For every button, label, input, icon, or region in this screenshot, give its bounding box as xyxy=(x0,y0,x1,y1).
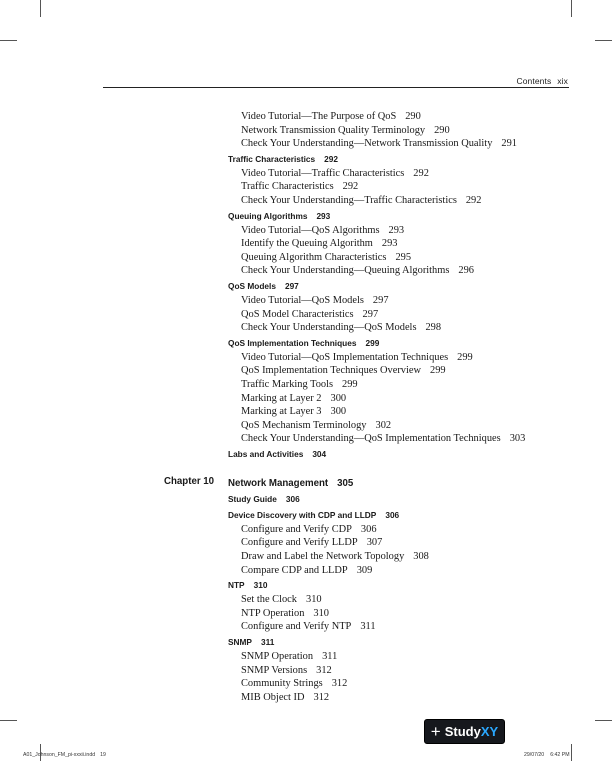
toc-topic-entry xyxy=(228,620,598,634)
crop-mark xyxy=(40,0,41,17)
toc-page-number: 297 xyxy=(372,294,389,306)
toc-page-number: 296 xyxy=(458,265,474,277)
toc-entry-title: Check Your Understanding—Network Transmission Quality xyxy=(241,138,493,150)
toc-page-number: 304 xyxy=(312,448,327,459)
toc-topic-entry xyxy=(228,405,598,419)
toc-topic-entry xyxy=(228,351,598,365)
toc-entry-title: Marking at Layer 2 xyxy=(241,392,322,404)
toc-entry-title: Video Tutorial—QoS Implementation Techniques xyxy=(241,351,449,363)
badge-text: StudyXY xyxy=(444,724,499,739)
toc-page-number: 299 xyxy=(365,337,380,348)
running-head-title: Contents xyxy=(516,76,552,86)
toc-topic-entry xyxy=(228,194,598,208)
toc-entry-title: Network Transmission Quality Terminology xyxy=(241,124,426,136)
toc-page-number: 311 xyxy=(360,621,376,633)
toc-topic-entry xyxy=(228,677,598,691)
toc-topic-entry xyxy=(228,294,598,308)
toc-section-entry xyxy=(228,151,598,167)
toc-topic-entry xyxy=(228,167,598,181)
crop-mark xyxy=(595,720,612,721)
toc-topic-entry xyxy=(228,564,598,578)
toc-page-number: 306 xyxy=(285,493,300,504)
toc-topic-entry xyxy=(228,378,598,392)
toc-entry-title: MIB Object ID xyxy=(241,691,305,703)
toc-entry-title: Traffic Marking Tools xyxy=(241,378,334,390)
toc-entry-title: QoS Model Characteristics xyxy=(241,308,354,320)
toc-page-number: 290 xyxy=(405,111,421,122)
toc-page-number: 302 xyxy=(375,419,392,431)
toc-page-number: 309 xyxy=(356,564,373,576)
toc-topic-entry xyxy=(228,364,598,378)
toc-page-number: 312 xyxy=(313,691,330,703)
toc-entry-title: Check Your Understanding—QoS Models xyxy=(241,322,417,334)
toc-topic-entry xyxy=(228,124,598,138)
crop-mark xyxy=(0,40,17,41)
toc-topic-entry xyxy=(228,419,598,433)
toc-entry-title: SNMP Versions xyxy=(241,664,308,676)
toc-page-number: 311 xyxy=(260,637,275,648)
toc-page-number: 298 xyxy=(425,322,442,334)
toc-entry-title: NTP xyxy=(228,580,245,591)
toc-entry-title: QoS Mechanism Terminology xyxy=(241,419,367,431)
toc-entry-title: Traffic Characteristics xyxy=(228,153,316,164)
toc-page-number: 312 xyxy=(331,678,348,690)
toc-topic-entry xyxy=(228,523,598,537)
toc-page-number: 312 xyxy=(316,664,332,676)
toc-entry-title: SNMP Operation xyxy=(241,651,314,663)
toc-entry-title: Video Tutorial—The Purpose of QoS xyxy=(241,111,397,122)
toc-entry-title: Labs and Activities xyxy=(228,448,304,459)
toc-page-number: 310 xyxy=(306,594,322,606)
toc-topic-entry xyxy=(228,550,598,564)
crop-mark xyxy=(571,0,572,17)
chapter-title: Network Management xyxy=(228,477,329,489)
toc-entry-title: SNMP xyxy=(228,637,252,648)
slug-file-info xyxy=(23,752,106,758)
toc-entry-title: Configure and Verify CDP xyxy=(241,523,352,535)
toc-section-entry xyxy=(228,335,598,351)
toc-page-number: 291 xyxy=(501,138,517,150)
toc-page-number: 295 xyxy=(395,251,412,263)
running-head xyxy=(516,76,568,86)
slug-time: 6:42 PM xyxy=(550,752,570,758)
toc-section-entry xyxy=(228,577,598,593)
toc-entry-title: NTP Operation xyxy=(241,607,305,619)
toc-entry-title: Configure and Verify LLDP xyxy=(241,537,358,549)
toc-entry-title: Video Tutorial—Traffic Characteristics xyxy=(241,167,405,179)
toc-entry-title: QoS Models xyxy=(228,280,276,291)
toc-page-number: 293 xyxy=(316,210,331,221)
toc-page-number: 297 xyxy=(362,308,379,320)
toc-topic-entry xyxy=(228,237,598,251)
toc-entry-title: Community Strings xyxy=(241,678,323,690)
toc-topic-entry xyxy=(228,691,598,705)
toc-page-number: 292 xyxy=(413,167,429,179)
crop-mark xyxy=(595,40,612,41)
toc-entry-title: Set the Clock xyxy=(241,594,297,606)
toc-entry-title: Queuing Algorithm Characteristics xyxy=(241,251,387,263)
toc-entry-title: Draw and Label the Network Topology xyxy=(241,551,405,563)
toc-topic-entry xyxy=(228,607,598,621)
chapter-label: Chapter 10 xyxy=(164,475,215,487)
toc-topic-entry xyxy=(228,308,598,322)
header-rule xyxy=(103,87,569,88)
toc-page-number: 292 xyxy=(342,181,359,193)
toc-entry-title: Check Your Understanding—Traffic Characteristics xyxy=(241,194,457,206)
toc-section-entry xyxy=(228,507,598,523)
toc-page-number: 299 xyxy=(430,365,446,377)
toc-topic-entry xyxy=(228,180,598,194)
toc-entry-title: QoS Implementation Techniques xyxy=(228,337,357,348)
toc-entry-title: Compare CDP and LLDP xyxy=(241,564,348,576)
toc-page-number: 292 xyxy=(324,153,339,164)
crop-mark xyxy=(0,720,17,721)
slug-page: 19 xyxy=(100,752,106,758)
toc-page-number: 299 xyxy=(342,378,358,390)
toc-entry-title: Video Tutorial—QoS Models xyxy=(241,294,364,306)
studyxy-badge[interactable] xyxy=(424,719,505,744)
toc-page-number: 300 xyxy=(330,392,347,404)
toc-topic-entry xyxy=(228,392,598,406)
toc-topic-entry xyxy=(228,251,598,265)
toc-page-number: 310 xyxy=(253,580,268,591)
toc-entry-title: Marking at Layer 3 xyxy=(241,406,322,418)
toc-page-number: 306 xyxy=(360,523,377,535)
toc-page-number: 292 xyxy=(465,194,482,206)
toc-section-entry xyxy=(228,278,598,294)
toc-entry-title: Configure and Verify NTP xyxy=(241,621,352,633)
toc-entry-title: Check Your Understanding—Queuing Algorithms xyxy=(241,265,450,277)
toc-entry-title: Device Discovery with CDP and LLDP xyxy=(228,509,377,520)
toc-page-number: 306 xyxy=(385,509,400,520)
toc-page-number: 293 xyxy=(381,238,398,250)
toc-chapter-entry xyxy=(164,473,598,491)
toc-page-number: 300 xyxy=(330,406,347,418)
toc-section-entry xyxy=(228,446,598,462)
toc-page-number: 308 xyxy=(413,551,429,563)
toc-entry-title: Study Guide xyxy=(228,493,277,504)
toc-topic-entry xyxy=(228,137,598,151)
toc-topic-entry xyxy=(228,224,598,238)
table-of-contents xyxy=(164,110,598,704)
toc-entry-title: Queuing Algorithms xyxy=(228,210,308,221)
toc-topic-entry xyxy=(228,264,598,278)
toc-section-entry xyxy=(228,634,598,650)
plus-icon: + xyxy=(430,722,441,741)
slug-date-info xyxy=(524,752,570,758)
toc-page-number: 311 xyxy=(322,651,338,663)
toc-section-entry xyxy=(228,208,598,224)
toc-page-number: 299 xyxy=(457,351,473,363)
toc-page-number: 293 xyxy=(388,224,405,236)
slug-date: 29/07/20 xyxy=(524,752,545,758)
toc-topic-entry xyxy=(228,536,598,550)
toc-section-entry xyxy=(228,491,598,507)
toc-entry-title: Check Your Understanding—QoS Implementation Techniques xyxy=(241,433,501,445)
toc-topic-entry xyxy=(228,321,598,335)
toc-page-number: 290 xyxy=(434,124,450,136)
toc-page-number: 303 xyxy=(509,433,526,445)
toc-topic-entry xyxy=(228,432,598,446)
toc-topic-entry xyxy=(228,650,598,664)
toc-topic-entry xyxy=(228,664,598,678)
running-head-page: xix xyxy=(557,76,568,86)
toc-topic-entry xyxy=(228,110,598,124)
toc-topic-entry xyxy=(228,593,598,607)
toc-entry-title: QoS Implementation Techniques Overview xyxy=(241,365,422,377)
chapter-page-number: 305 xyxy=(337,477,354,489)
toc-entry-title: Video Tutorial—QoS Algorithms xyxy=(241,224,380,236)
crop-mark xyxy=(571,744,572,761)
toc-page-number: 310 xyxy=(313,607,329,619)
toc-entry-title: Identify the Queuing Algorithm xyxy=(241,238,373,250)
slug-filename: A01_Johnson_FM_pi-xxxii.indd xyxy=(23,752,96,758)
toc-entry-title: Traffic Characteristics xyxy=(241,181,334,193)
toc-page-number: 297 xyxy=(284,280,299,291)
toc-page-number: 307 xyxy=(366,537,383,549)
